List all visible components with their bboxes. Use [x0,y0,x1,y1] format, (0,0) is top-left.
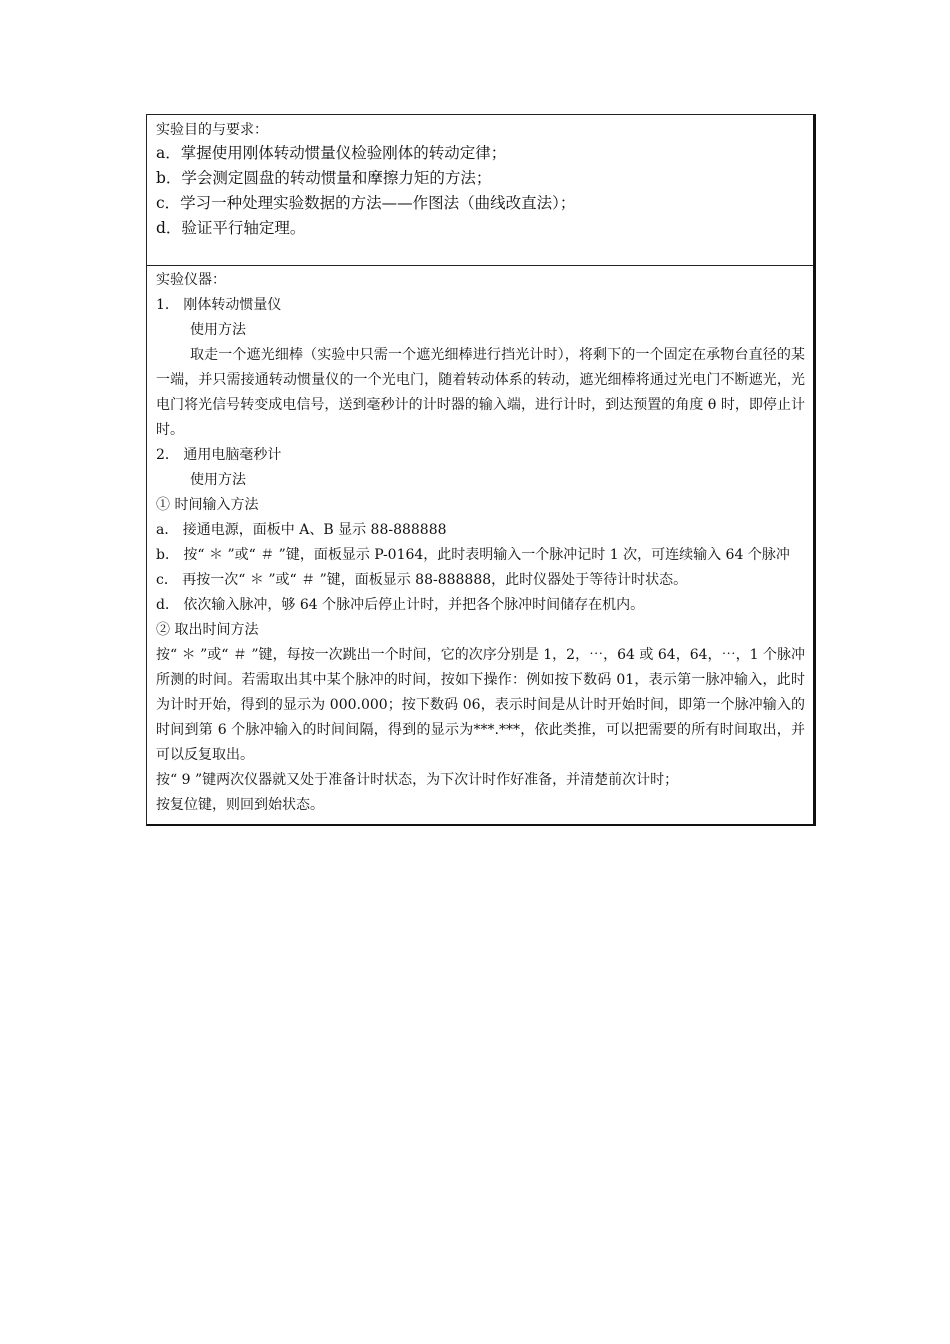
aim-item-b: b．学会测定圆盘的转动惯量和摩擦力矩的方法； [156,169,492,187]
input-method-title: ① 时间输入方法 [156,497,259,513]
retrieve-method-title: ② 取出时间方法 [156,622,259,638]
reset-line-2: 按复位键，则回到始状态。 [156,797,324,813]
input-step-a: a． 接通电源，面板中 A、B 显示 88-888888 [156,522,447,538]
instruments-cell [147,266,813,824]
aims-cell [147,115,813,266]
instrument-1-usage-text: 取走一个遮光细棒（实验中只需一个遮光细棒进行挡光计时），将剩下的一个固定在承物台直径的某一端，并只需接通转动惯量仪的一个光电门，随着转动体系的转动，遮光细棒将通过光电门不断遮光，光电门将光信号转变成电信号，送到毫秒计的计时器的输入端，进行计时，到达预置的角度 θ 时，即停止计时。 [156,347,805,438]
aim-item-a: a．掌握使用刚体转动惯量仪检验刚体的转动定律； [156,144,507,162]
aim-item-c: c．学习一种处理实验数据的方法——作图法（曲线改直法）； [156,194,576,212]
reset-line-1: 按“ 9 ”键两次仪器就又处于准备计时状态，为下次计时作好准备，并清楚前次计时； [156,772,679,788]
input-step-b: b． 按“ ＊ ”或“ ＃ ”键，面板显示 P-0164，此时表明输入一个脉冲记时 1 次，可连续输入 64 个脉冲 [156,547,790,563]
input-step-c: c． 再按一次“ ＊ ”或“ ＃ ”键，面板显示 88-888888，此时仪器处于等待计时状态。 [156,572,688,588]
retrieve-method-text: 按“ ＊ ”或“ ＃ ”键，每按一次跳出一个时间，它的次序分别是 1，2，⋯，64 或 64，64，⋯，1 个脉冲所测的时间。若需取出其中某个脉冲的时间，按如下操作：例如按下数码 01，表示第一脉冲输入，此时为计时开始，得到的显示为 000.000；按下数码 06，表示时间是从计时开始时间，即第一个脉冲输入的时间到第 6 个脉冲输入的时间间隔，得到的显示为***.***，依此类推，可以把需要的所有时间取出，并可以反复取出。 [156,647,805,763]
experiment-table [146,114,816,826]
instrument-1-title: 1． 刚体转动惯量仪 [156,297,282,313]
aim-item-d: d．验证平行轴定理。 [156,219,306,237]
input-step-d: d． 依次输入脉冲，够 64 个脉冲后停止计时，并把各个脉冲时间储存在机内。 [156,597,645,613]
instruments-title: 实验仪器： [156,272,226,288]
instrument-2-title: 2． 通用电脑毫秒计 [156,447,282,463]
aims-title: 实验目的与要求： [156,122,268,138]
instrument-1-usage-heading: 使用方法 [190,322,246,338]
instrument-2-usage-heading: 使用方法 [190,472,246,488]
